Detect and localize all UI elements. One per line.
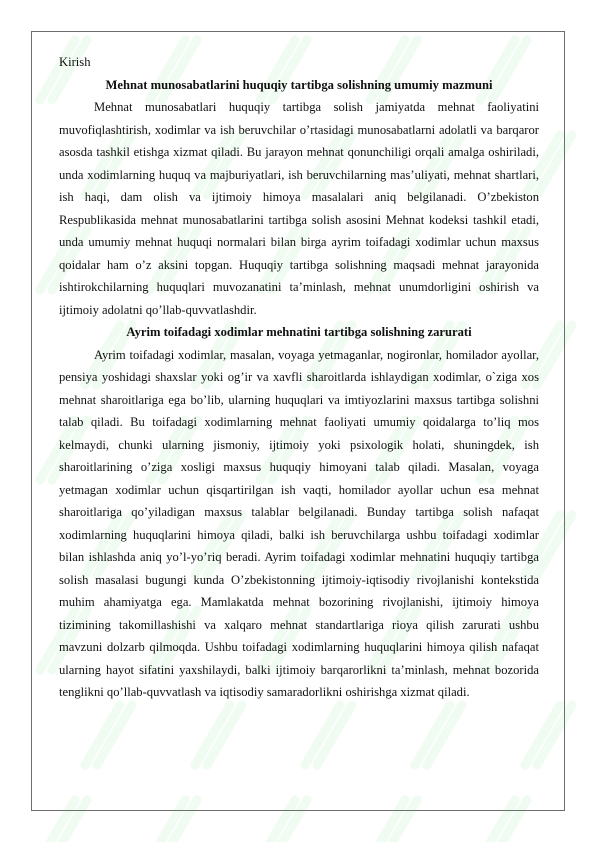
paragraph-2: Ayrim toifadagi xodimlar, masalan, voyaga yetmaganlar, nogironlar, homilador ayollar, pensiya yoshidagi shaxslar yoki og’ir va xavfli sharoitlarda ishlaydigan xodimlar, o`ziga xos mehnat sharoitlariga ega bo’lib, ularning huquqlari va imtiyozlarini maxsus tartibga solishni talab qiladi. Bu toifadagi xodimlarning mehnat faoliyati umumiy qoidalarga to’liq mos kelmaydi, chunki ularning jismoniy, ijtimoiy yoki psixologik holati, shuningdek, ish sharoitlarining o’ziga xosligi maxsus huquqiy himoyani talab qiladi. Masalan, voyaga yetmagan xodimlar uchun qisqartirilgan ish vaqti, homilador ayollar uchun esa mehnat sharoitlariga qo’yiladigan maxsus talablar belgilanadi. Bunday tartibga solish nafaqat xodimlarning huquqlarini himoya qiladi, balki ish beruvchilarga ushbu toifadagi xodimlar bilan ishlashda aniq yo’l-yo’riq beradi. Ayrim toifadagi xodimlar mehnatini huquqiy tartibga solish masalasi bugungi kunda O’zbekistonning ijtimoiy-iqtisodiy rivojlanishi kontekstida muhim ahamiyatga ega. Mamlakatda mehnat bozorining rivojlanishi, ijtimoiy himoya tizimining takomillashishi va xalqaro mehnat standartlariga rioya qilish zarurati ushbu mavzuni dolzarb qilmoqda. Ushbu toifadagi xodimlarning huquqlarini himoya qilish nafaqat ularning hayot sifatini yaxshilaydi, balki ijtimoiy barqarorlikni ta’minlash, mehnat bozorida tenglikni qo’llab-quvvatlash va iqtisodiy samaradorlikni oshirishga xizmat qiladi. (59, 347, 539, 699)
paragraph-1: Mehnat munosabatlari huquqiy tartibga solish jamiyatda mehnat faoliyatini muvofiqlashtirish, xodimlar va ish beruvchilar o’rtasidagi munosabatlarni adolatli va barqaror asosda tashkil etishga xizmat qiladi. Bu jarayon mehnat qonunchiligi orqali amalga oshiriladi, unda xodimlarning huquq va majburiyatlari, ish beruvchilarning mas’uliyati, mehnat shartlari, ish haqi, dam olish va ijtimoiy himoya masalalari aniq belgilanadi. O’zbekiston Respublikasida mehnat munosabatlarini tartibga solish asosini Mehnat kodeksi tashkil etadi, unda umumiy mehnat huquqi normalari bilan birga ayrim toifadagi xodimlar uchun maxsus qoidalar ham o’z aksini topgan. Huquqiy tartibga solishning maqsadi mehnat jarayonida ishtirokchilarning huquqlari muvozanatini ta’minlash, mehnat unumdorligini oshirish va ijtimoiy adolatni qo’llab-quvvatlashdir. (59, 100, 539, 317)
intro-label: Kirish (59, 55, 91, 69)
section-heading-1: Mehnat munosabatlarini huquqiy tartibga solishning umumiy mazmuni (105, 77, 493, 92)
document-body (59, 51, 539, 704)
section-heading-2: Ayrim toifadagi xodimlar mehnatini tartibga solishning zarurati (126, 325, 472, 339)
